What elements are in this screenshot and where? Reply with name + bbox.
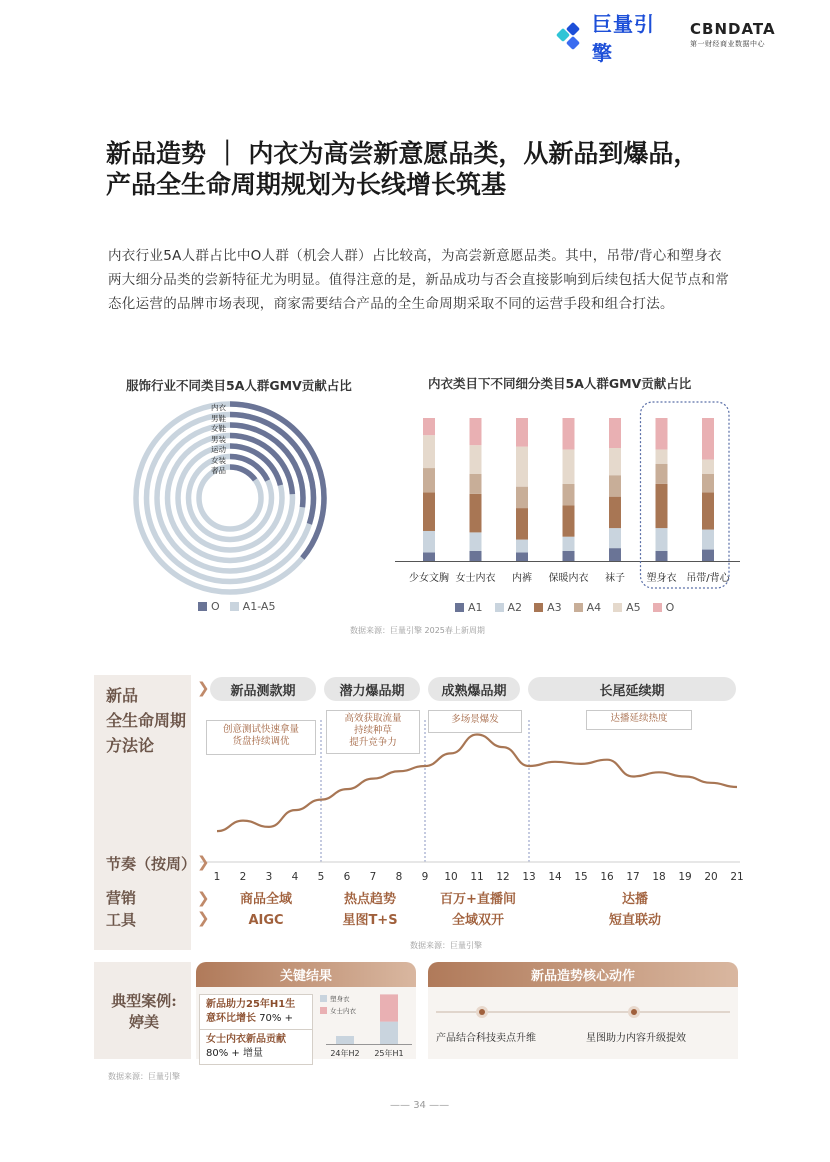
chart1-legend	[198, 600, 275, 613]
cbndata-logo-sub: 第一财经商业数据中心	[690, 40, 765, 48]
phase-mature: 成熟爆品期	[428, 677, 520, 701]
core-action-band: 新品造势核心动作	[428, 962, 738, 987]
mini-bar-seg	[380, 1022, 398, 1044]
phase-potential: 潜力爆品期	[324, 677, 420, 701]
bar-seg-A4-3	[563, 484, 575, 505]
tool-group-3-line1: 百万+直播间	[440, 892, 516, 907]
legend-swatch-A2	[495, 603, 504, 612]
bar-seg-A4-2	[516, 487, 528, 508]
bar-seg-A4-6	[702, 474, 714, 493]
note-potential-line3: 提升竞争力	[349, 737, 397, 748]
bar-seg-O-5	[656, 418, 668, 449]
bar-seg-A4-1	[470, 474, 482, 494]
bar-seg-A2-6	[702, 530, 714, 550]
legend-label-O: O	[665, 601, 675, 614]
bar-seg-A5-0	[423, 435, 435, 468]
result-box-growth-line2: 意环比增长	[206, 1013, 256, 1024]
page-footer: —— 34 ——	[390, 1100, 450, 1111]
cbndata-logo	[690, 20, 790, 54]
stacked-bar-chart	[395, 396, 745, 596]
legend-label-A2: A2	[507, 601, 523, 614]
tool-group-2-line1: 热点趋势	[343, 892, 396, 907]
tool-group-1	[216, 889, 316, 931]
bar-seg-A5-6	[702, 459, 714, 473]
page-title-line2: 产品全生命周期规划为长线增长筑基	[106, 170, 507, 199]
lifecycle-label-line1: 新品	[106, 686, 139, 705]
note-longtail: 达播延续热度	[586, 710, 692, 730]
bar-seg-A1-0	[423, 552, 435, 561]
mini-category-label: 25年H1	[374, 1049, 404, 1058]
tool-group-1-line1: 商品全域	[239, 892, 292, 907]
radial-category-label: 女鞋	[211, 424, 226, 433]
case-mini-chart	[316, 992, 414, 1058]
mini-bar-seg	[336, 1036, 354, 1044]
bar-seg-A4-0	[423, 468, 435, 492]
bar-seg-A1-1	[470, 551, 482, 561]
bar-seg-A5-1	[470, 445, 482, 474]
bar-seg-A3-4	[609, 497, 621, 528]
juliang-logo-icon	[556, 22, 586, 52]
radial-category-labels	[196, 403, 226, 477]
phase-new-test: 新品测款期	[210, 677, 316, 701]
legend-label-a1a5: A1-A5	[242, 600, 276, 613]
rhythm-label: 节奏（按周）	[106, 855, 197, 873]
legend-swatch-A4	[574, 603, 583, 612]
legend-label-o: O	[211, 600, 220, 613]
result-box-contribution	[199, 1029, 313, 1065]
bar-category-label: 袜子	[605, 573, 625, 584]
legend-swatch-a1a5	[230, 602, 239, 611]
tool-group-4	[580, 889, 690, 931]
bar-seg-A5-2	[516, 447, 528, 487]
radial-category-label: 女装	[211, 455, 226, 465]
note-new-test-line2: 货盘持续调优	[232, 736, 290, 747]
lifecycle-curve-chart	[200, 720, 745, 865]
legend-swatch-A3	[534, 603, 543, 612]
bar-seg-A1-4	[609, 548, 621, 561]
radial-category-label: 男鞋	[211, 413, 226, 423]
bar-seg-O-0	[423, 418, 435, 435]
marketing-label-line2: 工具	[106, 911, 137, 929]
action-1: 产品结合科技卖点升维	[436, 1033, 536, 1044]
tool-group-2-line2: 星图T+S	[342, 913, 398, 928]
marketing-arrow-icon-2: ❯	[197, 909, 210, 927]
result-box-contribution-value: 80% + 增量	[206, 1048, 263, 1059]
week-tick: 6	[343, 871, 351, 883]
week-tick: 15	[574, 871, 588, 883]
bar-seg-A3-0	[423, 492, 435, 531]
bar-seg-A2-5	[656, 528, 668, 551]
bar-seg-A1-3	[563, 551, 575, 561]
page-number: 34	[413, 1100, 426, 1111]
week-tick: 9	[421, 871, 429, 883]
tool-group-3	[424, 889, 532, 931]
week-tick: 13	[522, 871, 536, 883]
bar-seg-A2-1	[470, 532, 482, 551]
result-box-contribution-line1: 女士内衣新品贡献	[206, 1034, 286, 1045]
week-tick: 10	[444, 871, 458, 883]
phase-arrow-icon: ❯	[197, 679, 210, 697]
intro-paragraph: 内衣行业5A人群占比中O人群（机会人群）占比较高，为高尝新意愿品类。其中，吊带/背心和塑身衣两大细分品类的尝新特征尤为明显。值得注意的是，新品成功与否会直接影响到后续包括大促节点和常态化运营的品牌市场表现，商家需要结合产品的全生命周期采取不同的运营手段和组合打法。	[108, 248, 729, 312]
legend-swatch-o	[198, 602, 207, 611]
radial-category-label: 奢品	[211, 466, 226, 475]
bar-category-label: 吊带/背心	[686, 573, 730, 584]
chart1-title: 服饰行业不同类目5A人群GMV贡献占比	[126, 378, 352, 393]
week-tick: 3	[265, 871, 273, 883]
key-result-band: 关键结果	[196, 962, 416, 987]
bar-seg-O-2	[516, 418, 528, 447]
marketing-arrow-icon-1: ❯	[197, 889, 210, 907]
rhythm-arrow-icon: ❯	[197, 853, 210, 871]
bar-seg-O-1	[470, 418, 482, 445]
legend-label-A1: A1	[468, 601, 483, 614]
source-note-2: 数据来源：巨量引擎	[410, 941, 482, 950]
bar-seg-A2-4	[609, 528, 621, 548]
legend-swatch-O	[653, 603, 662, 612]
bar-seg-A1-6	[702, 550, 714, 561]
bar-seg-O-6	[702, 418, 714, 459]
radial-chart	[110, 398, 350, 598]
tool-group-3-line2: 全域双开	[451, 913, 504, 928]
tool-group-4-line1: 达播	[621, 892, 648, 907]
bar-seg-A2-0	[423, 531, 435, 552]
highlight-box	[641, 402, 730, 588]
core-action-panel	[428, 987, 738, 1059]
case-label-line1: 典型案例:	[111, 992, 177, 1010]
radial-category-label: 内衣	[211, 403, 226, 412]
week-tick: 16	[600, 871, 614, 883]
page-title	[106, 138, 746, 200]
lifecycle-label	[106, 683, 186, 758]
note-mature: 多场景爆发	[428, 710, 522, 733]
bar-seg-A3-1	[470, 494, 482, 533]
mini-legend-label: 女士内衣	[330, 1007, 356, 1015]
note-potential-line1: 高效获取流量	[344, 713, 402, 724]
week-tick: 21	[730, 871, 744, 883]
action-2: 星图助力内容升级提效	[586, 1033, 686, 1044]
chart2-legend	[455, 601, 674, 614]
case-label	[104, 991, 184, 1033]
chart2-title: 内衣类目下不同细分类目5A人群GMV贡献占比	[428, 376, 692, 391]
result-box-growth-value: 70% +	[259, 1013, 293, 1024]
page-title-line1: 新品造势 ｜ 内衣为高尝新意愿品类，从新品到爆品，	[106, 139, 699, 168]
week-tick: 5	[317, 871, 325, 883]
source-note-1: 数据来源：巨量引擎 2025春上新周期	[350, 626, 485, 635]
legend-label-A4: A4	[586, 601, 602, 614]
bar-seg-A1-2	[516, 552, 528, 561]
bar-seg-A2-2	[516, 540, 528, 553]
lifecycle-label-line2: 全生命周期	[106, 711, 187, 730]
week-tick: 8	[395, 871, 403, 883]
week-tick: 20	[704, 871, 718, 883]
bar-category-label: 塑身衣	[646, 573, 677, 584]
tool-group-2	[320, 889, 420, 931]
mini-category-label: 24年H2	[330, 1049, 360, 1058]
result-box-growth-line1: 新品助力25年H1生	[206, 999, 296, 1010]
radial-category-label: 男装	[211, 434, 226, 444]
note-potential-line2: 持续种草	[353, 725, 392, 736]
juliang-logo-text: 巨量引擎	[592, 12, 655, 65]
week-tick: 1	[213, 871, 221, 883]
bar-seg-A4-4	[609, 475, 621, 496]
action-timeline	[436, 1002, 730, 1022]
week-tick: 11	[470, 871, 484, 883]
bar-seg-O-4	[609, 418, 621, 448]
radial-category-label: 运动	[211, 445, 226, 454]
marketing-label	[106, 887, 136, 931]
juliang-logo	[556, 12, 671, 65]
source-note-3: 数据来源：巨量引擎	[108, 1072, 180, 1081]
mini-legend-label: 塑身衣	[330, 995, 350, 1003]
mini-bar-seg	[380, 994, 398, 1021]
bar-category-label: 女士内衣	[455, 573, 496, 584]
bar-seg-A4-5	[656, 464, 668, 484]
tool-group-4-line2: 短直联动	[608, 913, 661, 928]
week-tick: 19	[678, 871, 692, 883]
bar-seg-A5-3	[563, 449, 575, 483]
legend-label-A3: A3	[547, 601, 562, 614]
note-new-test-line1: 创意测试快速拿量	[222, 724, 299, 735]
phase-longtail: 长尾延续期	[528, 677, 736, 701]
week-tick: 17	[626, 871, 640, 883]
bar-seg-O-3	[563, 418, 575, 449]
bar-category-label: 保暖内衣	[548, 573, 589, 584]
legend-swatch-A5	[613, 603, 622, 612]
lifecycle-label-line3: 方法论	[106, 736, 155, 755]
result-box-growth	[199, 994, 313, 1032]
bar-seg-A3-6	[702, 492, 714, 529]
week-tick: 12	[496, 871, 510, 883]
bar-seg-A3-2	[516, 508, 528, 539]
week-tick: 14	[548, 871, 562, 883]
bar-seg-A3-3	[563, 505, 575, 536]
bar-seg-A1-5	[656, 551, 668, 561]
week-tick: 2	[239, 871, 247, 883]
week-tick: 7	[369, 871, 377, 883]
case-label-line2: 婷美	[128, 1013, 159, 1031]
bar-category-label: 少女文胸	[409, 573, 449, 584]
tool-group-1-line2: AIGC	[248, 913, 284, 928]
bar-seg-A5-4	[609, 448, 621, 475]
legend-swatch-A1	[455, 603, 464, 612]
mini-legend-swatch	[320, 995, 327, 1002]
cbndata-logo-text: CBNDATA	[690, 20, 776, 38]
week-tick: 4	[291, 871, 299, 883]
bar-seg-A3-5	[656, 484, 668, 528]
mini-legend-swatch	[320, 1007, 327, 1014]
week-tick: 18	[652, 871, 666, 883]
bar-category-label: 内裤	[512, 573, 532, 584]
marketing-label-line1: 营销	[106, 889, 137, 907]
legend-label-A5: A5	[626, 601, 641, 614]
bar-seg-A2-3	[563, 537, 575, 551]
bar-seg-A5-5	[656, 449, 668, 463]
lifecycle-curve	[217, 735, 737, 832]
